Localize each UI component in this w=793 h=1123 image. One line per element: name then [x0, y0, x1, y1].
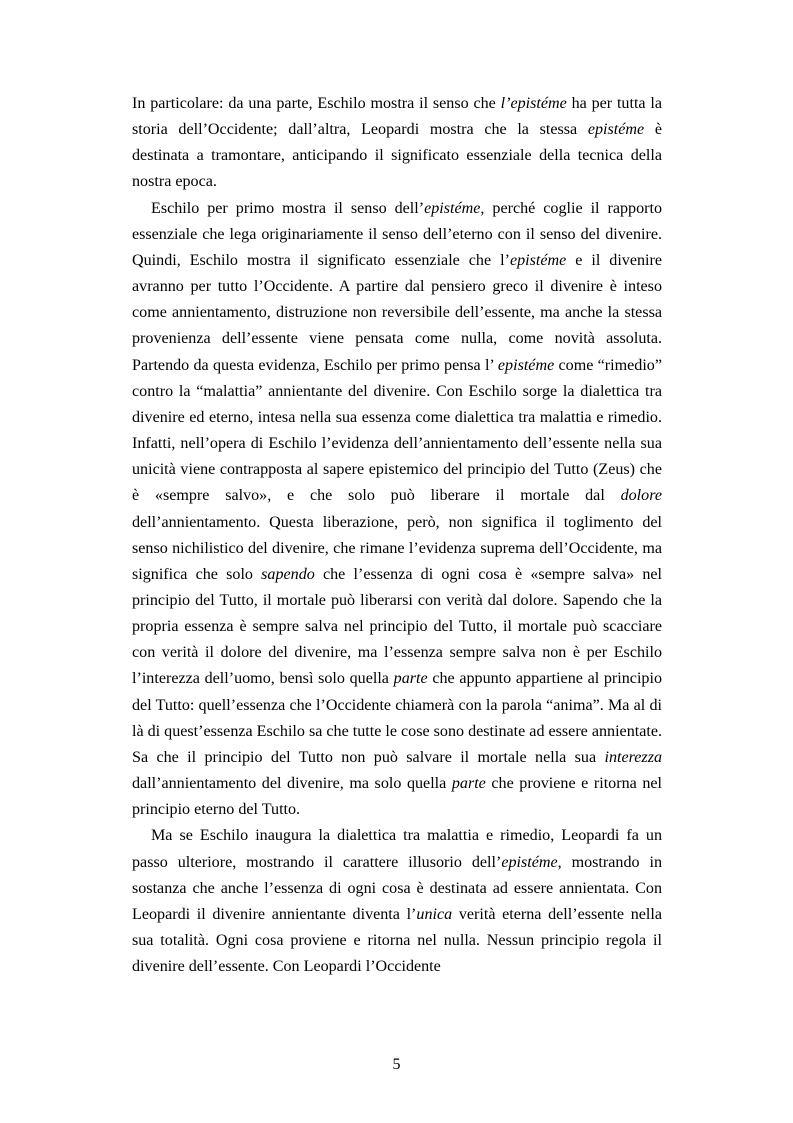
- paragraph: [132, 91, 662, 196]
- italic-term: epistéme: [587, 121, 645, 139]
- text-run: Ma se Eschilo inaugura la dialettica tra malattia e rimedio, Leopardi fa un passo ulteriore, mostrando il carattere illusorio dell’: [132, 827, 662, 871]
- italic-term: sapendo: [261, 565, 315, 583]
- text-run: , mostrando in sostanza che anche l’essenza di ogni cosa è destinata ad essere annientata. Con Leopardi il divenire annientante diventa l’: [132, 853, 662, 923]
- paragraph: [132, 823, 662, 980]
- text-run: dall’annientamento del divenire, ma solo quella: [132, 775, 452, 793]
- italic-term: l’epistéme: [500, 95, 567, 112]
- text-run: che appunto appartiene al principio del Tutto: quell’essenza che l’Occidente chiamerà con la parola “anima”. Ma al di là di quest’essenza Eschilo sa che tutte le cose sono destinate ad essere annientate. Sa che il principio del Tutto non può salvare il mortale nella sua: [132, 670, 663, 766]
- text-run: Eschilo per primo mostra il senso dell’: [151, 199, 425, 217]
- text-run: , perché coglie il rapporto essenziale che lega originariamente il senso dell’eterno con il senso del divenire. Quindi, Eschilo mostra il significato essenziale che l’: [132, 199, 663, 269]
- italic-term: interezza: [604, 748, 662, 766]
- text-run: In particolare: da una parte, Eschilo mostra il senso che: [132, 95, 501, 112]
- text-run: che l’essenza di ogni cosa è «sempre salva» nel principio del Tutto, il mortale può liberarsi con verità dal dolore. Sapendo che la propria essenza è sempre salva nel principio del Tutto, il mortale può scacciare con verità il dolore del divenire, ma l’essenza sempre salva non è per Eschilo l’interezza dell’uomo, bensì solo quella: [132, 565, 662, 688]
- body-text: [132, 91, 662, 980]
- italic-term: epistéme: [424, 199, 481, 217]
- italic-term: epistéme: [509, 251, 567, 269]
- italic-term: unica: [416, 905, 453, 923]
- text-run: verità eterna dell’essente nella sua totalità. Ogni cosa proviene e ritorna nel nulla. Nessun principio regola il divenire dell’essente. Con Leopardi l’Occidente: [132, 905, 662, 976]
- text-run: e il divenire avranno per tutto l’Occidente. A partire dal pensiero greco il divenire è inteso come annientamento, distruzione non reversibile dell’essente, ma anche la stessa provenienza dell’essente viene pensata come nulla, come novità assoluta. Partendo da questa evidenza, Eschilo per primo pensa l’: [132, 251, 662, 374]
- text-run: dell’annientamento. Questa liberazione, però, non significa il toglimento del senso nichilistico del divenire, che rimane l’evidenza suprema dell’Occidente, ma significa che solo: [132, 513, 662, 583]
- page-number: 5: [392, 1056, 401, 1073]
- text-run: che proviene e ritorna nel principio eterno del Tutto.: [132, 775, 662, 819]
- paragraph: [132, 196, 662, 824]
- text-run: è destinata a tramontare, anticipando il significato essenziale della tecnica della nostra epoca.: [132, 121, 662, 191]
- text-run: come “rimedio” contro la “malattia” annientante del divenire. Con Eschilo sorge la dialettica tra divenire ed eterno, intesa nella sua essenza come dialettica tra malattia e rimedio. Infatti, nell’opera di Eschilo l’evidenza dell’annientamento dell’essente nella sua unicità viene contrapposta al sapere epistemico del principio del Tutto (Zeus) che è «sempre salvo», e che solo può liberare il mortale dal: [132, 356, 662, 505]
- italic-term: epistéme: [501, 853, 558, 871]
- italic-term: dolore: [620, 487, 662, 505]
- text-run: ha per tutta la storia dell’Occidente; dall’altra, Leopardi mostra che la stessa: [132, 95, 662, 139]
- italic-term: parte: [393, 670, 428, 688]
- italic-term: epistéme: [497, 356, 555, 374]
- italic-term: parte: [451, 775, 486, 793]
